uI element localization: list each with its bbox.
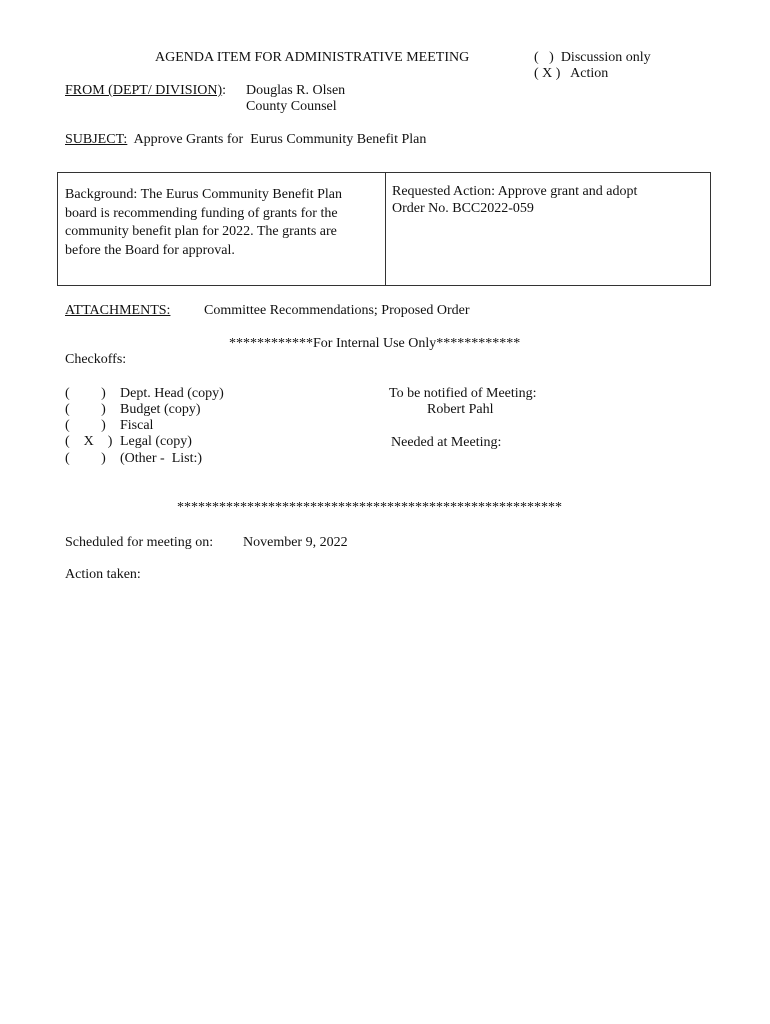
- checkoff-label: Dept. Head (copy): [120, 386, 224, 401]
- background-line: Background: The Eurus Community Benefit Plan: [65, 187, 342, 202]
- action-option: ( X ) Action: [534, 66, 609, 81]
- background-action-table: [57, 172, 711, 286]
- requested-action-line: Requested Action: Approve grant and adopt: [392, 184, 638, 199]
- scheduled-label: Scheduled for meeting on:: [65, 535, 214, 550]
- attachments-label: ATTACHMENTS:: [65, 303, 171, 318]
- background-line: board is recommending funding of grants for the: [65, 205, 338, 221]
- notify-name: Robert Pahl: [427, 402, 494, 417]
- background-cell: [65, 186, 380, 260]
- checkoff-label: Legal (copy): [120, 434, 192, 449]
- agenda-title: AGENDA ITEM FOR ADMINISTRATIVE MEETING: [155, 50, 470, 65]
- table-divider: [385, 173, 386, 285]
- checkoff-mark: ( ): [65, 418, 106, 433]
- from-label: FROM (DEPT/ DIVISION): [65, 83, 223, 98]
- attachments-text: Committee Recommendations; Proposed Order: [204, 303, 470, 318]
- from-colon: :: [222, 83, 227, 98]
- from-field: [65, 83, 226, 99]
- background-line: community benefit plan for 2022. The grants are: [65, 224, 337, 239]
- checkoff-mark: ( X ): [65, 434, 113, 449]
- checkoff-mark: ( ): [65, 386, 106, 401]
- discussion-only-option: ( ) Discussion only: [534, 50, 651, 65]
- separator-line: *******************************************************: [177, 500, 562, 515]
- requested-action-cell: [392, 183, 707, 217]
- needed-at-meeting-label: Needed at Meeting:: [391, 435, 502, 450]
- subject-label: SUBJECT:: [65, 132, 128, 147]
- requested-action-line: Order No. BCC2022-059: [392, 201, 534, 216]
- checkoff-mark: ( ): [65, 402, 106, 417]
- scheduled-date: November 9, 2022: [243, 535, 348, 550]
- checkoff-label: (Other - List:): [120, 451, 203, 466]
- checkoffs-label: Checkoffs:: [65, 352, 127, 367]
- notify-label: To be notified of Meeting:: [389, 386, 537, 401]
- from-name: Douglas R. Olsen: [246, 83, 346, 98]
- subject-field: [65, 132, 426, 148]
- checkoff-label: Fiscal: [120, 418, 154, 433]
- background-line: before the Board for approval.: [65, 242, 235, 258]
- checkoff-label: Budget (copy): [120, 402, 201, 417]
- from-title: County Counsel: [246, 99, 337, 114]
- action-taken-label: Action taken:: [65, 567, 141, 582]
- internal-use-banner: ************For Internal Use Only************: [229, 336, 521, 351]
- subject-text: Approve Grants for Eurus Community Benefit Plan: [133, 132, 427, 147]
- checkoff-mark: ( ): [65, 451, 106, 466]
